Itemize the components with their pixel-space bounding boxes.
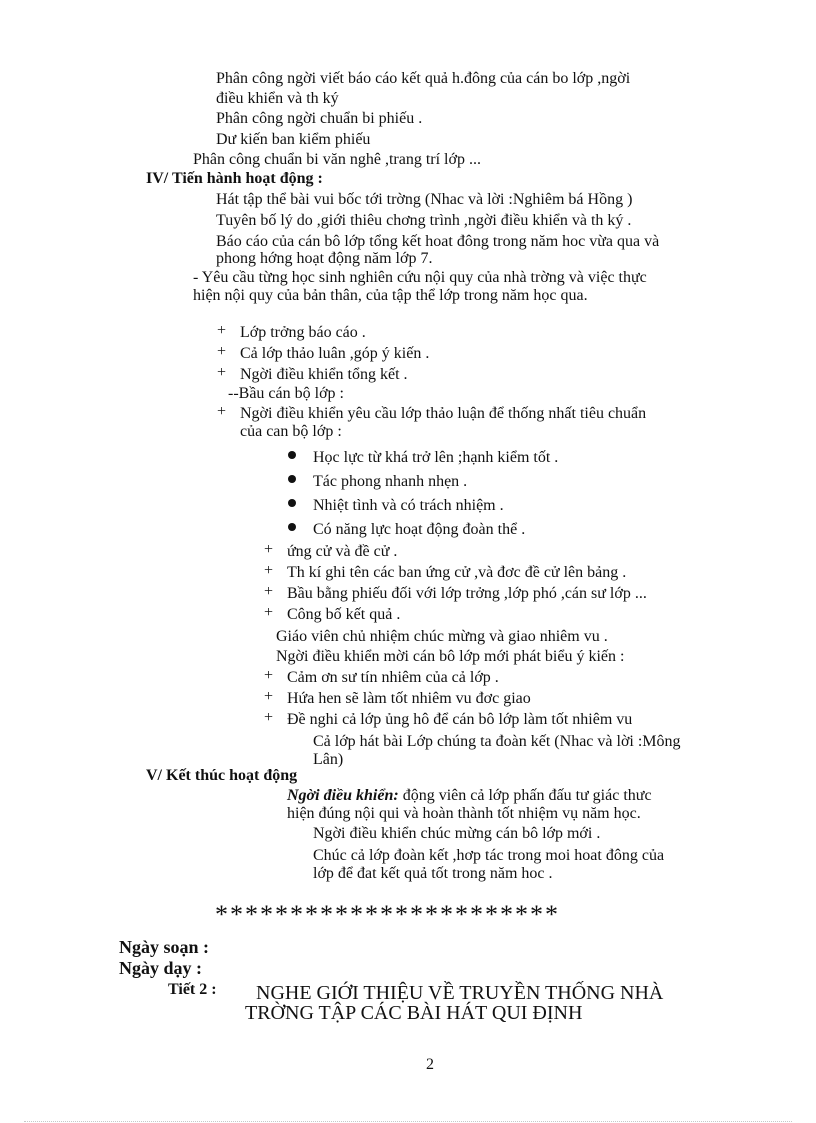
bullet-icon xyxy=(288,523,296,531)
plus-marker: + xyxy=(217,364,227,381)
line-sing-song: Hát tập thể bài vui bốc tới trờng (Nhac và lời :Nghiêm bá Hồng ) xyxy=(216,191,633,208)
criteria-item: Có năng lực hoạt động đoàn thể . xyxy=(313,521,526,538)
line-closing-speech xyxy=(287,787,652,805)
line-invite-speech: Ngời điều khiển mời cán bô lớp mới phát biểu ý kiến : xyxy=(276,648,625,665)
line-assign-ballot: Phân công ngời chuẩn bi phiếu . xyxy=(216,110,423,127)
line-study-rules: - Yêu cầu từng học sinh nghiên cứu nội quy của nhà trờng và việc thực xyxy=(193,269,647,286)
line-assign-secretary: điều khiển và th ký xyxy=(216,90,339,107)
date-prepared-label: Ngày soạn : xyxy=(119,937,210,957)
line-teacher-congrats: Giáo viên chủ nhiệm chúc mừng và giao nhiêm vu . xyxy=(276,628,608,645)
line-assign-decor: Phân công chuẩn bi văn nghê ,trang trí lớp ... xyxy=(193,151,481,168)
line-wish-unity: Chúc cả lớp đoàn kết ,hơp tác trong moi hoat đông của xyxy=(313,847,665,864)
line-congrats-officers: Ngời điều khiển chúc mừng cán bô lớp mới . xyxy=(313,825,601,842)
star-separator: *********************** xyxy=(215,900,560,929)
page-number: 2 xyxy=(426,1056,434,1073)
list-item: Lớp trởng báo cáo . xyxy=(240,324,366,341)
section-iv-heading: IV/ Tiến hành hoạt động : xyxy=(146,170,323,187)
list-item-cont: của can bộ lớp : xyxy=(240,423,342,440)
list-item: ứng cử và đề cử . xyxy=(287,543,398,560)
plus-marker: + xyxy=(264,709,274,726)
plus-marker: + xyxy=(217,322,227,339)
list-item: Đề nghi cả lớp ủng hô để cán bô lớp làm tốt nhiêm vu xyxy=(287,711,633,728)
plus-marker: + xyxy=(264,688,274,705)
plus-marker: + xyxy=(264,604,274,621)
line-elect-officers: --Bầu cán bộ lớp : xyxy=(228,385,344,402)
line-class-song: Cả lớp hát bài Lớp chúng ta đoàn kết (Nhac và lời :Mông xyxy=(313,733,681,750)
bullet-icon xyxy=(288,451,296,459)
list-item: Cảm ơn sư tín nhiêm của cả lớp . xyxy=(287,669,499,686)
line-ballot-committee: Dư kiến ban kiểm phiếu xyxy=(216,131,371,148)
line-closing-cont: hiện đúng nội qui và hoàn thành tốt nhiệm vụ năm học. xyxy=(287,805,641,822)
lesson-label: Tiết 2 : xyxy=(168,981,217,998)
page-bottom-rule xyxy=(24,1121,792,1122)
list-item: Bầu bằng phiếu đối với lớp trởng ,lớp phó ,cán sư lớp ... xyxy=(287,585,647,602)
lesson-title-line1: NGHE GIỚI THIỆU VỀ TRUYỀN THỐNG NHÀ xyxy=(256,982,664,1004)
plus-marker: + xyxy=(264,667,274,684)
line-direction: phong hớng hoạt động năm lớp 7. xyxy=(216,250,433,267)
line-announce-reason: Tuyên bố lý do ,giới thiêu chơng trình ,ngời điều khiển và th ký . xyxy=(216,212,632,229)
criteria-item: Học lực từ khá trở lên ;hạnh kiểm tốt . xyxy=(313,449,559,466)
plus-marker: + xyxy=(217,403,227,420)
lesson-title-line2: TRỜNG TẬP CÁC BÀI HÁT QUI ĐỊNH xyxy=(245,1002,583,1024)
speaker-label: Ngời điều khiển: xyxy=(287,787,399,804)
bullet-icon xyxy=(288,475,296,483)
line-report-summary: Báo cáo của cán bô lớp tổng kết hoat đông trong năm hoc vừa qua và xyxy=(216,233,660,250)
list-item: Công bố kết quả . xyxy=(287,606,401,623)
bullet-icon xyxy=(288,499,296,507)
line-study-rules-cont: hiện nội quy của bản thân, của tập thể lớp trong năm học qua. xyxy=(193,287,588,304)
section-v-heading: V/ Kết thúc hoạt động xyxy=(146,767,298,784)
plus-marker: + xyxy=(264,562,274,579)
list-item: Ngời điều khiển yêu cầu lớp thảo luận để thống nhất tiêu chuẩn xyxy=(240,405,647,422)
list-item: Th kí ghi tên các ban ứng cử ,và đơc đề cử lên bảng . xyxy=(287,564,627,581)
line-wish-unity-cont: lớp để đat kết quả tốt trong năm hoc . xyxy=(313,865,553,882)
plus-marker: + xyxy=(264,541,274,558)
plus-marker: + xyxy=(217,343,227,360)
criteria-item: Nhiệt tình và có trách nhiệm . xyxy=(313,497,504,514)
date-taught-label: Ngày dạy : xyxy=(119,958,203,978)
line-class-song-cont: Lân) xyxy=(313,751,344,768)
closing-speech-text: động viên cả lớp phấn đấu tư giác thưc xyxy=(398,787,652,804)
list-item: Ngời điều khiển tổng kết . xyxy=(240,366,408,383)
criteria-item: Tác phong nhanh nhẹn . xyxy=(313,473,468,490)
plus-marker: + xyxy=(264,583,274,600)
line-assign-report: Phân công ngời viết báo cáo kết quả h.đông của cán bo lớp ,ngời xyxy=(216,70,631,87)
list-item: Cả lớp thảo luân ,góp ý kiến . xyxy=(240,345,430,362)
list-item: Hứa hen sẽ làm tốt nhiêm vu đơc giao xyxy=(287,690,531,707)
